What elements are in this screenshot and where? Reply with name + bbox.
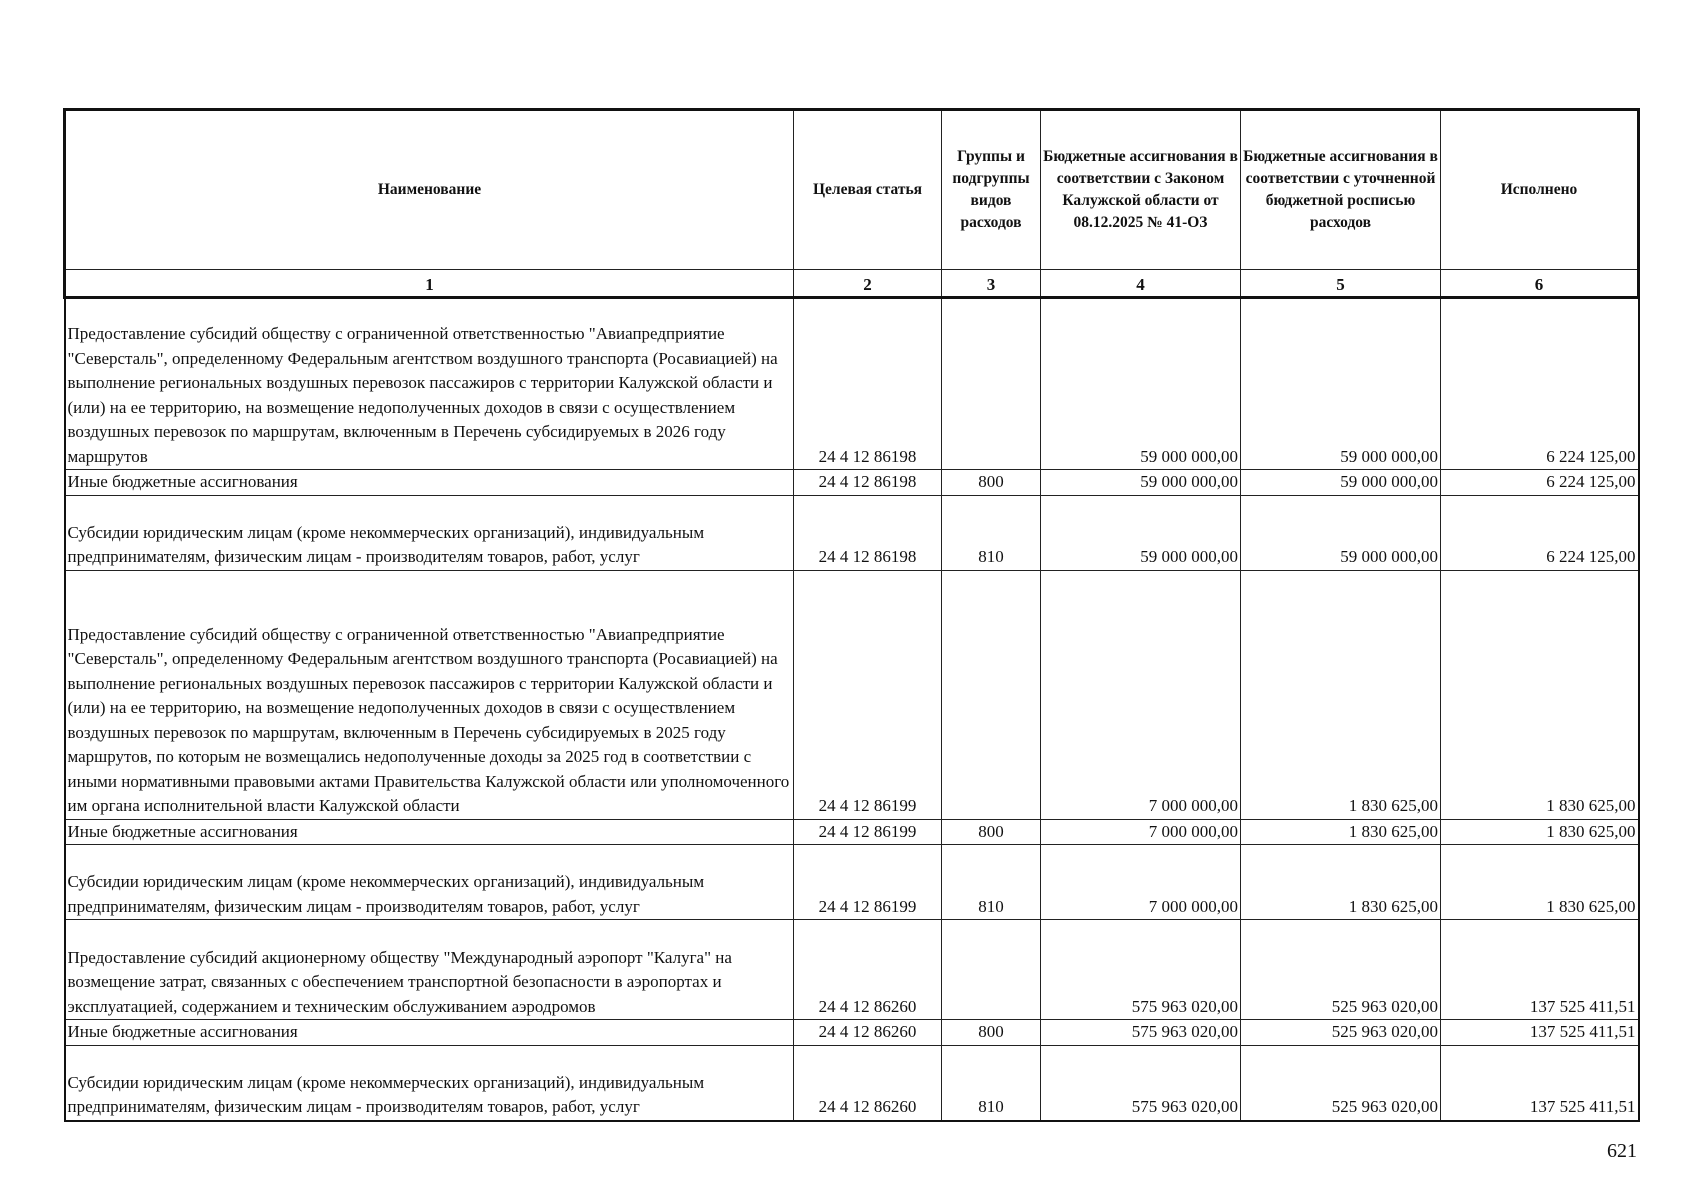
row-refined-amount: 59 000 000,00 <box>1241 495 1441 570</box>
row-name: Субсидии юридическим лицам (кроме некоммерческих организаций), индивидуальным предпринимателям, физическим лицам - производителям товаров, работ, услуг <box>65 845 794 920</box>
row-executed-amount: 6 224 125,00 <box>1441 495 1639 570</box>
column-number: 4 <box>1041 270 1241 298</box>
row-group <box>942 570 1041 819</box>
row-executed-amount: 6 224 125,00 <box>1441 470 1639 496</box>
row-law-amount: 575 963 020,00 <box>1041 920 1241 1020</box>
row-name: Субсидии юридическим лицам (кроме некоммерческих организаций), индивидуальным предпринимателям, физическим лицам - производителям товаров, работ, услуг <box>65 1045 794 1121</box>
row-name: Предоставление субсидий акционерному обществу "Международный аэропорт "Калуга" на возмещение затрат, связанных с обеспечением транспортной безопасности в аэропортах и эксплуатацией, содержанием и техническим обслуживанием аэродромов <box>65 920 794 1020</box>
row-name: Предоставление субсидий обществу с ограниченной ответственностью "Авиапредприятие "Северсталь", определенному Федеральным агентством воздушного транспорта (Росавиацией) на выполнение региональных воздушных перевозок пассажиров с территории Калужской области и (или) на ее территорию, на возмещение недополученных доходов в связи с осуществлением воздушных перевозок по маршрутам, включенным в Перечень субсидируемых в 2025 году маршрутов, по которым не возмещались недополученные доходы за 2025 год в соответствии с иными нормативными правовыми актами Правительства Калужской области или уполномоченного им органа исполнительной власти Калужской области <box>65 570 794 819</box>
row-code: 24 4 12 86198 <box>794 470 942 496</box>
row-refined-amount: 1 830 625,00 <box>1241 819 1441 845</box>
row-executed-amount: 1 830 625,00 <box>1441 845 1639 920</box>
row-code: 24 4 12 86199 <box>794 819 942 845</box>
row-code: 24 4 12 86198 <box>794 495 942 570</box>
row-code: 24 4 12 86260 <box>794 1020 942 1046</box>
row-refined-amount: 525 963 020,00 <box>1241 920 1441 1020</box>
header-target: Целевая статья <box>794 110 942 270</box>
row-group: 800 <box>942 1020 1041 1046</box>
row-group: 800 <box>942 470 1041 496</box>
column-number: 3 <box>942 270 1041 298</box>
row-refined-amount: 1 830 625,00 <box>1241 845 1441 920</box>
header-law: Бюджетные ассигнования в соответствии с Законом Калужской области от 08.12.2025 № 41-ОЗ <box>1041 110 1241 270</box>
row-law-amount: 7 000 000,00 <box>1041 845 1241 920</box>
header-name: Наименование <box>65 110 794 270</box>
header-executed: Исполнено <box>1441 110 1639 270</box>
table-row <box>65 1045 1639 1121</box>
table-row <box>65 470 1639 496</box>
row-group: 800 <box>942 819 1041 845</box>
table-row <box>65 845 1639 920</box>
row-executed-amount: 1 830 625,00 <box>1441 819 1639 845</box>
table-row <box>65 495 1639 570</box>
row-code: 24 4 12 86199 <box>794 845 942 920</box>
row-executed-amount: 137 525 411,51 <box>1441 920 1639 1020</box>
row-group: 810 <box>942 495 1041 570</box>
row-name: Субсидии юридическим лицам (кроме некоммерческих организаций), индивидуальным предпринимателям, физическим лицам - производителям товаров, работ, услуг <box>65 495 794 570</box>
row-refined-amount: 59 000 000,00 <box>1241 298 1441 470</box>
row-law-amount: 7 000 000,00 <box>1041 570 1241 819</box>
row-name: Иные бюджетные ассигнования <box>65 470 794 496</box>
header-groups: Группы и подгруппы видов расходов <box>942 110 1041 270</box>
table-header-row <box>65 110 1639 270</box>
row-executed-amount: 1 830 625,00 <box>1441 570 1639 819</box>
row-refined-amount: 525 963 020,00 <box>1241 1045 1441 1121</box>
row-executed-amount: 6 224 125,00 <box>1441 298 1639 470</box>
table-row <box>65 570 1639 819</box>
column-number: 1 <box>65 270 794 298</box>
row-code: 24 4 12 86199 <box>794 570 942 819</box>
column-number: 2 <box>794 270 942 298</box>
table-row <box>65 819 1639 845</box>
row-group <box>942 298 1041 470</box>
row-law-amount: 7 000 000,00 <box>1041 819 1241 845</box>
column-number-row <box>65 270 1639 298</box>
row-name: Предоставление субсидий обществу с ограниченной ответственностью "Авиапредприятие "Северсталь", определенному Федеральным агентством воздушного транспорта (Росавиацией) на выполнение региональных воздушных перевозок пассажиров с территории Калужской области и (или) на ее территорию, на возмещение недополученных доходов в связи с осуществлением воздушных перевозок по маршрутам, включенным в Перечень субсидируемых в 2026 году маршрутов <box>65 298 794 470</box>
row-executed-amount: 137 525 411,51 <box>1441 1045 1639 1121</box>
row-refined-amount: 1 830 625,00 <box>1241 570 1441 819</box>
row-group: 810 <box>942 1045 1041 1121</box>
column-number: 5 <box>1241 270 1441 298</box>
budget-table <box>63 108 1640 1122</box>
row-law-amount: 59 000 000,00 <box>1041 495 1241 570</box>
column-number: 6 <box>1441 270 1639 298</box>
row-group <box>942 920 1041 1020</box>
row-refined-amount: 59 000 000,00 <box>1241 470 1441 496</box>
table-row <box>65 298 1639 470</box>
row-law-amount: 59 000 000,00 <box>1041 470 1241 496</box>
row-group: 810 <box>942 845 1041 920</box>
table-row <box>65 920 1639 1020</box>
row-law-amount: 575 963 020,00 <box>1041 1045 1241 1121</box>
row-code: 24 4 12 86198 <box>794 298 942 470</box>
row-code: 24 4 12 86260 <box>794 1045 942 1121</box>
page-number: 621 <box>1607 1140 1637 1162</box>
table-row <box>65 1020 1639 1046</box>
row-law-amount: 575 963 020,00 <box>1041 1020 1241 1046</box>
row-name: Иные бюджетные ассигнования <box>65 1020 794 1046</box>
row-name: Иные бюджетные ассигнования <box>65 819 794 845</box>
row-code: 24 4 12 86260 <box>794 920 942 1020</box>
row-law-amount: 59 000 000,00 <box>1041 298 1241 470</box>
row-executed-amount: 137 525 411,51 <box>1441 1020 1639 1046</box>
header-refined: Бюджетные ассигнования в соответствии с уточненной бюджетной росписью расходов <box>1241 110 1441 270</box>
row-refined-amount: 525 963 020,00 <box>1241 1020 1441 1046</box>
